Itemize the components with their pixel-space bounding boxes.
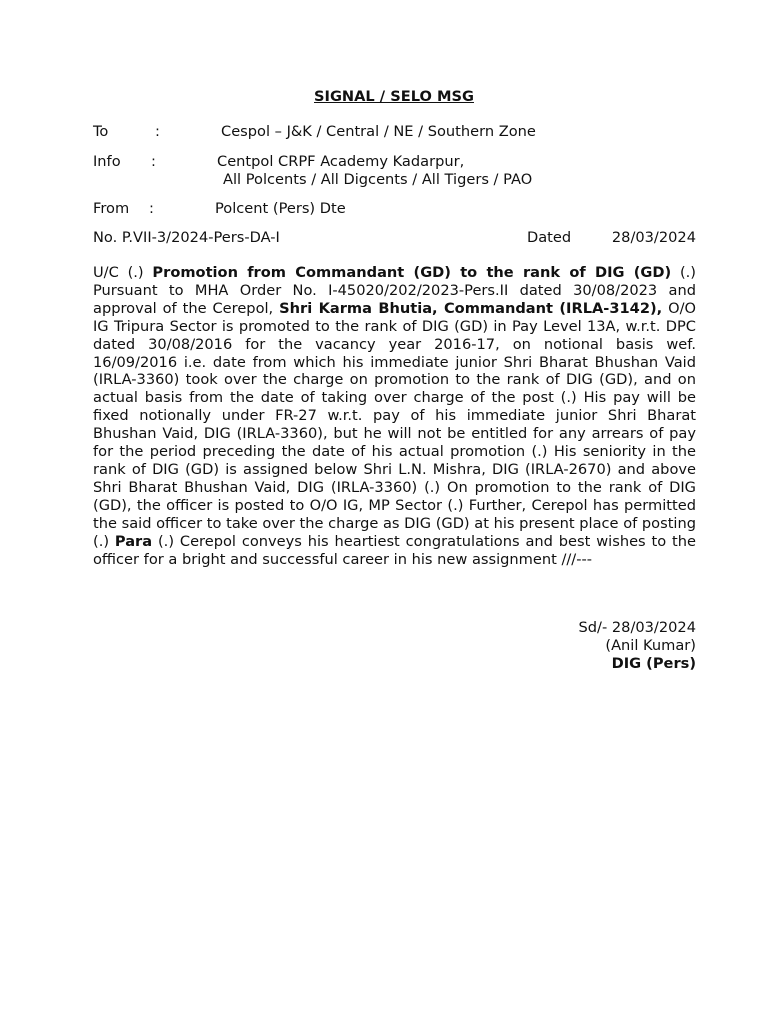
document-title: SIGNAL / SELO MSG [314,88,474,105]
from-colon: : [149,200,154,217]
to-value: Cespol – J&K / Central / NE / Southern Zone [221,123,536,140]
message-body [93,264,696,568]
body-text-3: O/O IG Tripura Sector is promoted to the rank of DIG (GD) in Pay Level 13A, w.r.t. DPC dated 30/08/2016 for the vacancy year 2016-17, on notional basis wef. 16/09/2016 i.e. date from which his immediate junior Shri Bharat Bhushan Vaid (IRLA-3360) took over the charge on promotion to the rank of DIG (GD), and on actual basis from the date of taking over charge of the post (.) His pay will be fixed notionally under FR-27 w.r.t. pay of his immediate junior Shri Bharat Bhushan Vaid, DIG (IRLA-3360), but he will not be entitled for any arrears of pay for the period preceding the date of his actual promotion (.) His seniority in the rank of DIG (GD) is assigned below Shri L.N. Mishra, DIG (IRLA-2670) and above Shri Bharat Bhushan Vaid, DIG (IRLA-3360) (.) On promotion to the rank of DIG (GD), the officer is posted to O/O IG, MP Sector (.) Further, Cerepol has permitted the said officer to take over the charge as DIG (GD) at his present place of posting (.) [93,299,696,550]
info-line2: All Polcents / All Digcents / All Tigers / PAO [223,171,533,188]
body-text-4: (.) Cerepol conveys his heartiest congratulations and best wishes to the officer for a bright and successful career in his new assignment ///--- [93,532,697,568]
body-text-1: U/C (.) [93,264,153,281]
info-colon: : [151,153,156,170]
body-text-2: (.) Pursuant to MHA Order No. I-45020/202/2023-Pers.II dated 30/08/2023 and approval of the Cerepol, [93,264,696,317]
from-label: From [93,200,130,217]
signature-block [579,619,696,673]
body-bold-subject: Promotion from Commandant (GD) to the rank of DIG (GD) [152,264,672,281]
signature-date: Sd/- 28/03/2024 [578,619,696,636]
body-bold-para: Para [114,532,153,550]
to-label: To [93,123,109,140]
signatory-designation: DIG (Pers) [611,654,696,672]
info-label: Info [93,153,121,170]
signatory-name: (Anil Kumar) [605,636,696,654]
info-line1: Centpol CRPF Academy Kadarpur, [217,153,465,170]
reference-number: No. P.VII-3/2024-Pers-DA-I [93,229,280,246]
dated-value: 28/03/2024 [611,229,696,246]
body-bold-officer: Shri Karma Bhutia, Commandant (IRLA-3142), [279,299,663,317]
dated-label: Dated [527,229,572,246]
to-colon: : [155,123,160,140]
from-value: Polcent (Pers) Dte [215,200,346,217]
